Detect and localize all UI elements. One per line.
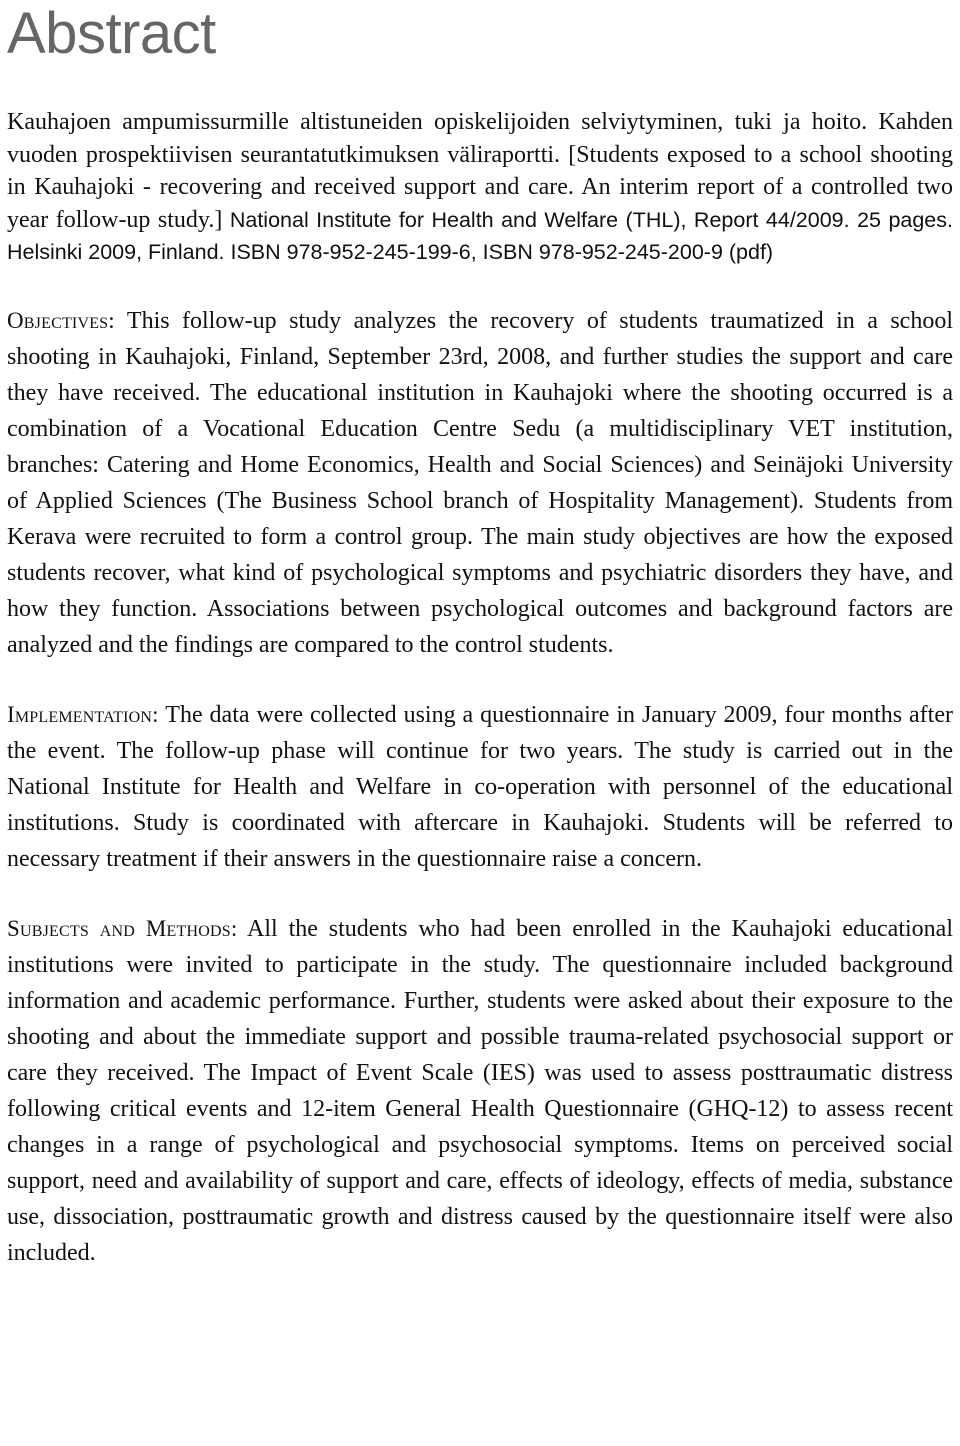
- subjects-methods-heading: Subjects and Methods:: [7, 915, 238, 941]
- implementation-heading: Implementation:: [7, 701, 159, 727]
- page-title: Abstract: [7, 1, 216, 66]
- subjects-methods-text: All the students who had been enrolled in the Kauhajoki educational institutions were invited to participate in the study. The questionnaire included background information and academic performance. Further, students were asked about their exposure to the shooting and about the immediate support and possible trauma-related psychosocial support or care they received. The Impact of Event Scale (IES) was used to assess posttraumatic distress following critical events and 12-item General Health Questionnaire (GHQ-12) to assess recent changes in a range of psychological and psychosocial symptoms. Items on perceived social support, need and availability of support and care, effects of ideology, effects of media, substance use, dissociation, posttraumatic growth and distress caused by the questionnaire itself were also included.: [7, 915, 953, 1266]
- objectives-heading: Objectives:: [7, 307, 115, 333]
- objectives-section: [7, 303, 953, 663]
- implementation-text: The data were collected using a questionnaire in January 2009, four months after the event. The follow-up phase will continue for two years. The study is carried out in the National Institute for Health and Welfare in co-operation with personnel of the educational institutions. Study is coordinated with aftercare in Kauhajoki. Students will be referred to necessary treatment if their answers in the questionnaire raise a concern.: [7, 701, 953, 872]
- implementation-section: [7, 697, 953, 877]
- citation-title: Kauhajoen ampumissurmille altistuneiden opiskelijoiden selviytyminen, tuki ja hoito. Kahden vuoden prospektiivisen seurantatutkimuksen väliraportti. [Students exposed to a school shooting in Kauhajoki - recovering and received support and care. An interim report of a controlled two year follow-up study.]: [7, 109, 953, 233]
- citation-publisher: National Institute for Health and Welfare (THL), Report 44/2009. 25 pages. Helsinki 2009, Finland. ISBN 978-952-245-199-6, ISBN 978-952-245-200-9 (pdf): [7, 207, 953, 264]
- citation-paragraph: [7, 106, 953, 269]
- objectives-text: This follow-up study analyzes the recovery of students traumatized in a school shooting in Kauhajoki, Finland, September 23rd, 2008, and further studies the support and care they have received. The educational institution in Kauhajoki where the shooting occurred is a combination of a Vocational Education Centre Sedu (a multidisciplinary VET institution, branches: Catering and Home Economics, Health and Social Sciences) and Seinäjoki University of Applied Sciences (The Business School branch of Hospitality Management). Students from Kerava were recruited to form a control group. The main study objectives are how the exposed students recover, what kind of psychological symptoms and psychiatric disorders they have, and how they function. Associations between psychological outcomes and background factors are analyzed and the findings are compared to the control students.: [7, 307, 953, 658]
- subjects-methods-section: [7, 911, 953, 1271]
- document-page: [7, 0, 953, 1271]
